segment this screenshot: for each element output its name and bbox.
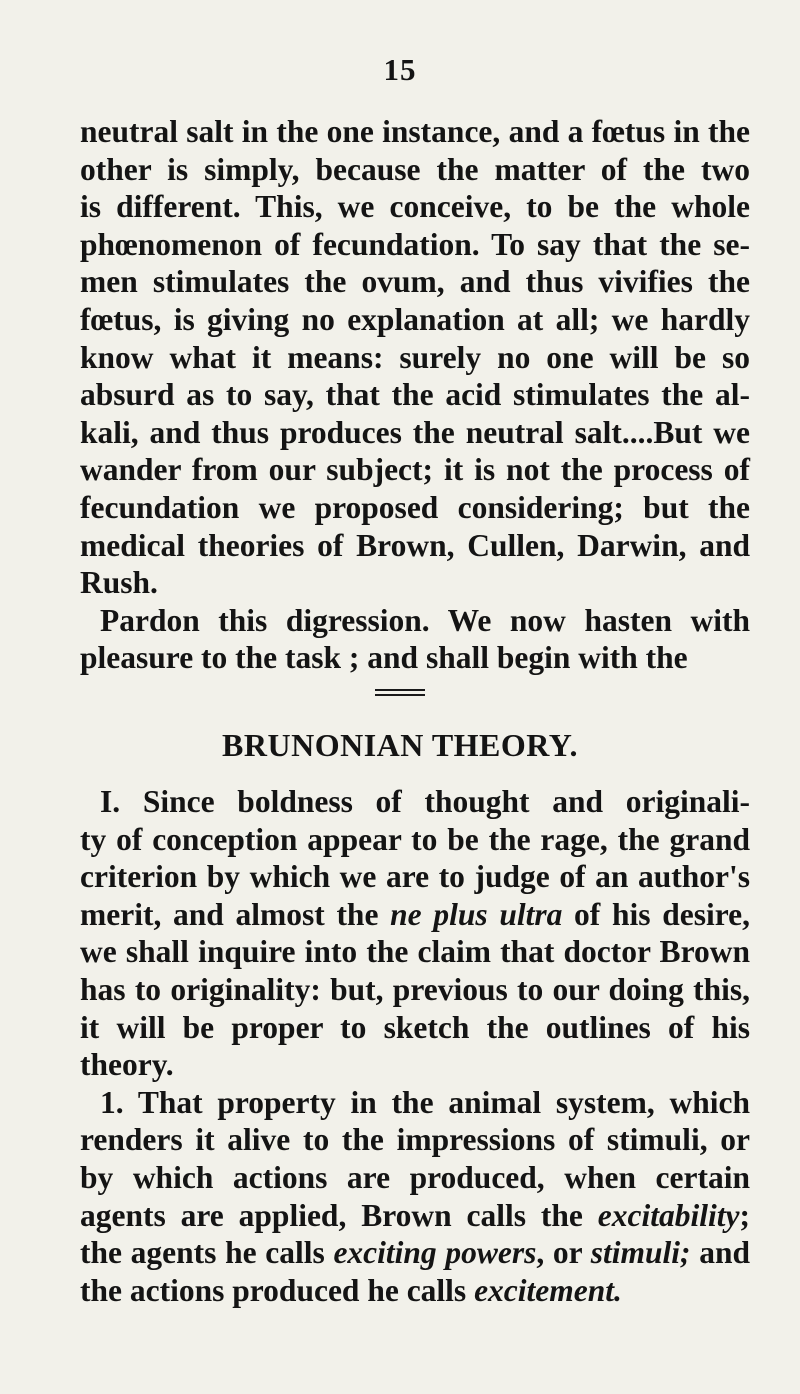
text-line: neutral salt in the one instance, and a fœtus in the (80, 114, 750, 149)
text-line: by which actions are produced, when certain (80, 1159, 750, 1195)
text-line: 1. That property in the animal system, which (100, 1084, 750, 1120)
text-line: it will be proper to sketch the outlines of his (80, 1009, 750, 1045)
text-line: we shall inquire into the claim that doctor Brown (80, 934, 750, 970)
paragraph-block-top (80, 113, 750, 677)
text-line: renders it alive to the impressions of stimuli, or (80, 1122, 750, 1158)
text-line: absurd as to say, that the acid stimulates the al- (80, 377, 750, 413)
italic-phrase: excitement. (474, 1272, 622, 1308)
text-line: kali, and thus produces the neutral salt....But we (80, 414, 750, 450)
text-line: ty of conception appear to be the rage, the grand (80, 821, 750, 857)
text-line: has to originality: but, previous to our doing this, (80, 971, 750, 1007)
text-line: merit, and almost the ne plus ultra of his desire, (80, 896, 751, 932)
italic-phrase: stimuli; (590, 1235, 691, 1271)
text-line: fœtus, is giving no explanation at all; we hardly (80, 301, 750, 337)
text-line: Pardon this digression. We now hasten with (100, 602, 750, 638)
text-line: I. Since boldness of thought and originali- (100, 784, 750, 819)
text-line: other is simply, because the matter of the two (80, 151, 750, 187)
section-divider-rule (375, 694, 425, 696)
text-line: medical theories of Brown, Cullen, Darwin, and (80, 527, 750, 563)
paragraph-block-bottom (80, 783, 750, 1309)
text-line: is different. This, we conceive, to be the whole (80, 189, 750, 225)
text-line: criterion by which we are to judge of an author's (80, 859, 750, 895)
text-line: wander from our subject; it is not the process of (80, 452, 750, 488)
text-line: the agents he calls exciting powers, or stimuli; and (80, 1235, 750, 1271)
page-number: 15 (383, 52, 417, 87)
text-line: theory. (80, 1047, 174, 1083)
text-line: fecundation we proposed considering; but the (80, 489, 750, 525)
text-line: phœnomenon of fecundation. To say that the se- (80, 226, 750, 262)
text-line: the actions produced he calls excitement. (80, 1272, 622, 1308)
italic-phrase: excitability (597, 1197, 740, 1233)
text-line: men stimulates the ovum, and thus vivifies the (80, 264, 750, 300)
section-divider-rule (375, 689, 425, 691)
text-line: agents are applied, Brown calls the excitability; (80, 1197, 750, 1233)
section-heading: BRUNONIAN THEORY. (222, 727, 578, 763)
text-line: pleasure to the task ; and shall begin with the (80, 640, 688, 676)
italic-phrase: ne plus ultra (390, 896, 563, 932)
text-line: know what it means: surely no one will be so (80, 339, 750, 375)
text-line: Rush. (80, 565, 158, 601)
italic-phrase: exciting powers (333, 1235, 537, 1271)
